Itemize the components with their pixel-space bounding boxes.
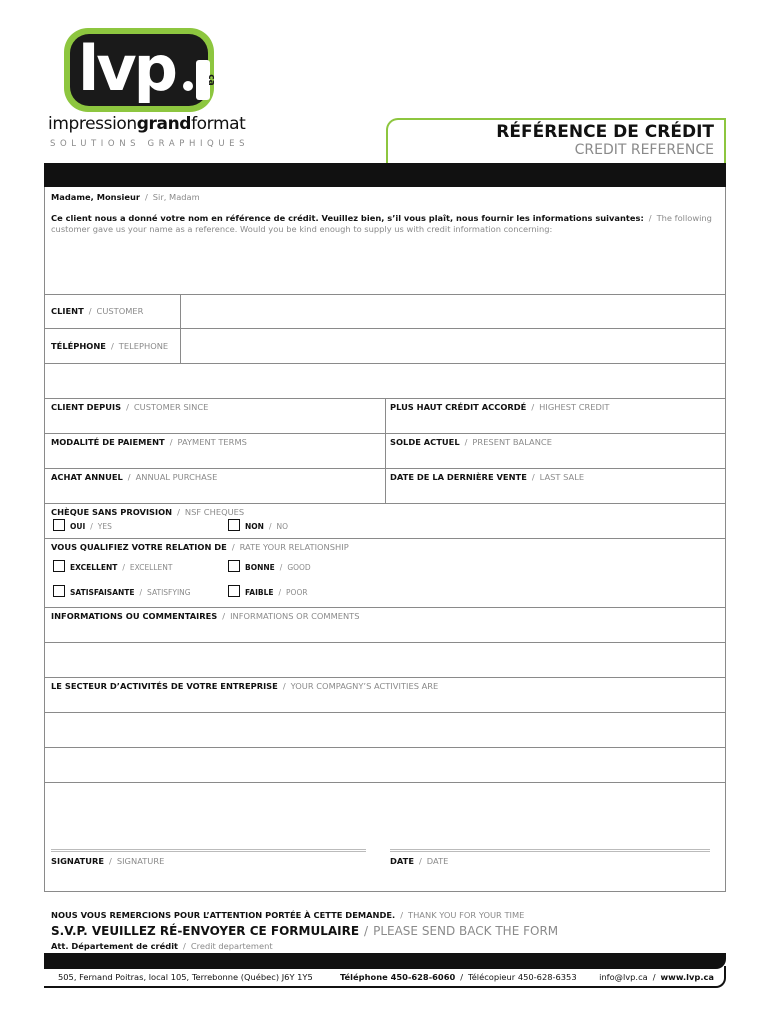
logo-suffix: ca bbox=[206, 74, 216, 86]
satisfying-checkbox[interactable] bbox=[53, 585, 65, 597]
header-bar bbox=[44, 163, 726, 187]
attention-line: Att. Département de crédit / Credit departement bbox=[51, 941, 273, 951]
good-label: BONNE / GOOD bbox=[245, 563, 311, 572]
signature-label: SIGNATURE / SIGNATURE bbox=[51, 856, 165, 866]
date-line bbox=[390, 849, 710, 852]
lvp-logo-icon bbox=[62, 24, 222, 114]
highest-credit-label: PLUS HAUT CRÉDIT ACCORDÉ / HIGHEST CREDIT bbox=[390, 402, 610, 412]
greeting: Madame, Monsieur / Sir, Madam bbox=[51, 192, 200, 202]
form-title-en: CREDIT REFERENCE bbox=[574, 142, 714, 158]
activities-input[interactable] bbox=[46, 692, 724, 781]
signature-line bbox=[51, 849, 366, 852]
brand-subtitle: SOLUTIONS GRAPHIQUES bbox=[50, 139, 250, 149]
footer-email[interactable]: info@lvp.ca bbox=[599, 972, 648, 982]
client-label: CLIENT / CUSTOMER bbox=[51, 306, 144, 316]
comments-label: INFORMATIONS OU COMMENTAIRES / INFORMATIONS OR COMMENTS bbox=[51, 611, 360, 621]
form-border-left bbox=[44, 187, 45, 892]
signature-input[interactable] bbox=[51, 800, 366, 848]
telephone-label: TÉLÉPHONE / TELEPHONE bbox=[51, 341, 169, 351]
excellent-checkbox[interactable] bbox=[53, 560, 65, 572]
annual-purchase-label: ACHAT ANNUEL / ANNUAL PURCHASE bbox=[51, 472, 218, 482]
date-input[interactable] bbox=[390, 800, 710, 848]
footer-web[interactable]: www.lvp.ca bbox=[660, 972, 714, 982]
brand-tagline: impressiongrandformat bbox=[48, 114, 246, 134]
excellent-label: EXCELLENT / EXCELLENT bbox=[70, 563, 173, 572]
nsf-label: CHÈQUE SANS PROVISION / NSF CHEQUES bbox=[51, 507, 245, 517]
form-title: RÉFÉRENCE DE CRÉDIT bbox=[496, 122, 714, 142]
relationship-label: VOUS QUALIFIEZ VOTRE RELATION DE / RATE YOUR RELATIONSHIP bbox=[51, 542, 349, 552]
logo-wordmark: lvp bbox=[78, 32, 176, 105]
nsf-no-label: NON / NO bbox=[245, 522, 288, 531]
footer-address: 505, Fernand Poitras, local 105, Terrebonne (Québec) J6Y 1Y5 bbox=[58, 972, 313, 982]
thanks-text: NOUS VOUS REMERCIONS POUR L’ATTENTION PORTÉE À CETTE DEMANDE. / THANK YOU FOR YOUR TIME bbox=[51, 910, 525, 920]
client-input[interactable] bbox=[182, 296, 724, 327]
poor-checkbox[interactable] bbox=[228, 585, 240, 597]
good-checkbox[interactable] bbox=[228, 560, 240, 572]
payment-terms-label: MODALITÉ DE PAIEMENT / PAYMENT TERMS bbox=[51, 437, 247, 447]
balance-label: SOLDE ACTUEL / PRESENT BALANCE bbox=[390, 437, 552, 447]
date-label: DATE / DATE bbox=[390, 856, 449, 866]
poor-label: FAIBLE / POOR bbox=[245, 588, 308, 597]
intro-paragraph: Ce client nous a donné votre nom en référence de crédit. Veuillez bien, s’il vous plaît, nous fournir les informations suivantes: / The following customer gave us your name as a reference. Would you be kind enough to supply us with credit information concerning: bbox=[51, 213, 712, 234]
footer-phone: Téléphone 450-628-6060 / Télécopieur 450-628-6353 bbox=[340, 972, 577, 982]
nsf-yes-checkbox[interactable] bbox=[53, 519, 65, 531]
return-instruction: S.V.P. VEUILLEZ RÉ-ENVOYER CE FORMULAIRE / PLEASE SEND BACK THE FORM bbox=[51, 924, 559, 938]
form-border-right bbox=[725, 187, 726, 892]
lvp-logo bbox=[62, 24, 222, 114]
satisfying-label: SATISFAISANTE / SATISFYING bbox=[70, 588, 191, 597]
activities-label: LE SECTEUR D’ACTIVITÉS DE VOTRE ENTREPRISE / YOUR COMPAGNY’S ACTIVITIES ARE bbox=[51, 681, 439, 691]
comments-input[interactable] bbox=[46, 622, 724, 676]
nsf-yes-label: OUI / YES bbox=[70, 522, 112, 531]
nsf-no-checkbox[interactable] bbox=[228, 519, 240, 531]
telephone-input[interactable] bbox=[182, 330, 724, 362]
footer-contact: info@lvp.ca / www.lvp.ca bbox=[599, 972, 714, 982]
client-since-label: CLIENT DEPUIS / CUSTOMER SINCE bbox=[51, 402, 209, 412]
last-sale-label: DATE DE LA DERNIÈRE VENTE / LAST SALE bbox=[390, 472, 585, 482]
